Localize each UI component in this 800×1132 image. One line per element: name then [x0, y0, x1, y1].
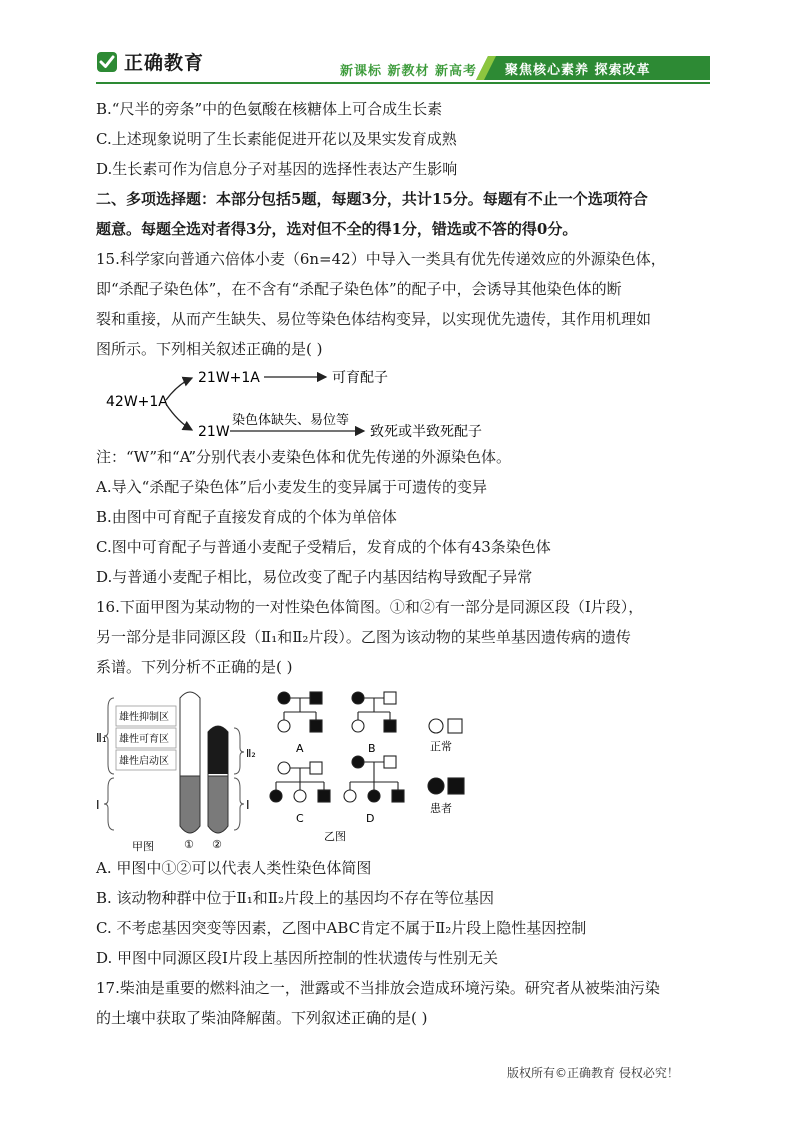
- bottom-gamete: 21W: [198, 424, 230, 440]
- option-line: C.上述现象说明了生长素能促进开花以及果实发育成熟: [96, 130, 457, 148]
- brand-name: 正确教育: [124, 52, 205, 74]
- ped-label-d: D: [366, 812, 375, 825]
- slogan-right: 聚焦核心素养 探索改革: [505, 63, 651, 78]
- document-body: [96, 94, 716, 1033]
- ped-label-a: A: [296, 742, 304, 755]
- label-i-right: Ⅰ: [246, 798, 250, 812]
- figure-svg: [96, 688, 716, 853]
- jia-figure: [96, 692, 256, 853]
- pedigree-b: [352, 692, 396, 732]
- gamete-flow-svg: [96, 366, 716, 442]
- question-stem: 裂和重接，从而产生缺失、易位等染色体结构变异，以实现优先遗传，其作用机理如: [96, 310, 652, 328]
- region-start: 雄性启动区: [119, 756, 169, 767]
- bottom-label: 染色体缺失、易位等: [232, 413, 350, 428]
- pedigree-d: [344, 756, 404, 802]
- ped-label-b: B: [368, 742, 376, 755]
- question-stem: 图所示。下列相关叙述正确的是( ): [96, 340, 323, 358]
- legend-normal: 正常: [430, 740, 452, 753]
- brand-logo: [96, 48, 204, 75]
- section-heading: 题意。每题全选对者得3分，选对但不全的得1分，错选或不答的得0分。: [96, 220, 578, 238]
- copyright-footer: 版权所有©正确教育 侵权必究！: [507, 1066, 679, 1080]
- branch-arrow-top: [166, 378, 192, 400]
- label-i-left: Ⅰ: [96, 798, 100, 812]
- pedigree-c: [270, 762, 330, 802]
- option-line: B.“尺半的旁条”中的色氨酸在核糖体上可合成生长素: [96, 100, 443, 118]
- header-divider: [96, 82, 710, 84]
- option-d: D.与普通小麦配子相比，易位改变了配子内基因结构导致配子异常: [96, 568, 533, 586]
- label-ii2: Ⅱ₂: [246, 747, 256, 760]
- option-b: B.由图中可育配子直接发育成的个体为单倍体: [96, 508, 397, 526]
- yi-label: 乙图: [324, 830, 346, 843]
- top-gamete: 21W+1A: [198, 370, 260, 386]
- slogan-left: 新课标 新教材 新高考: [340, 64, 478, 79]
- legend-patient: 患者: [430, 802, 452, 815]
- region-fertile: 雄性可育区: [119, 734, 169, 745]
- region-suppress: 雄性抑制区: [119, 712, 169, 723]
- section-heading: 二、多项选择题：本部分包括5题，每题3分，共计15分。每题有不止一个选项符合: [96, 190, 648, 208]
- pedigree-legend: [428, 719, 464, 794]
- question-stem: 的土壤中获取了柴油降解菌。下列叙述正确的是( ): [96, 1009, 428, 1027]
- question-stem: 系谱。下列分析不正确的是( ): [96, 658, 293, 676]
- note: 注：“W”和“A”分别代表小麦染色体和优先传递的外源染色体。: [96, 448, 512, 466]
- jia-label: 甲图: [132, 840, 154, 853]
- question-stem: 15.科学家向普通六倍体小麦（6n=42）中导入一类具有优先传递效应的外源染色体，: [96, 250, 666, 268]
- question-stem: 16.下面甲图为某动物的一对性染色体简图。①和②有一部分是同源区段（Ⅰ片段），: [96, 598, 644, 616]
- branch-arrow-bottom: [166, 404, 192, 430]
- pedigree-a: [278, 692, 322, 732]
- diagram-start: 42W+1A: [106, 394, 168, 410]
- checkmark-logo-icon: [96, 51, 118, 73]
- label-ii1: Ⅱ₁: [96, 731, 107, 745]
- chromosome-pedigree-figure: [96, 688, 716, 853]
- option-a: A.导入“杀配子染色体”后小麦发生的变异属于可遗传的变异: [96, 478, 487, 496]
- ped-label-c: C: [296, 812, 304, 825]
- question-stem: 17.柴油是重要的燃料油之一，泄露或不当排放会造成环境污染。研究者从被柴油污染: [96, 979, 660, 997]
- chrom-2-label: ②: [212, 838, 222, 851]
- option-c: C. 不考虑基因突变等因素，乙图中ABC肯定不属于Ⅱ₂片段上隐性基因控制: [96, 919, 587, 937]
- question-stem: 另一部分是非同源区段（Ⅱ₁和Ⅱ₂片段）。乙图为该动物的某些单基因遗传病的遗传: [96, 628, 631, 646]
- gamete-diagram: [96, 366, 716, 442]
- bottom-result: 致死或半致死配子: [370, 424, 482, 440]
- option-b: B. 该动物种群中位于Ⅱ₁和Ⅱ₂片段上的基因均不存在等位基因: [96, 889, 494, 907]
- option-line: D.生长素可作为信息分子对基因的选择性表达产生影响: [96, 160, 458, 178]
- chrom-1-label: ①: [184, 838, 194, 851]
- page-header: [0, 0, 800, 90]
- option-a: A. 甲图中①②可以代表人类性染色体简图: [96, 859, 372, 877]
- option-c: C.图中可育配子与普通小麦配子受精后，发育成的个体有43条染色体: [96, 538, 551, 556]
- option-d: D. 甲图中同源区段Ⅰ片段上基因所控制的性状遗传与性别无关: [96, 949, 498, 967]
- top-result: 可育配子: [332, 370, 388, 386]
- question-stem: 即“杀配子染色体”，在不含有“杀配子染色体”的配子中，会诱导其他染色体的断: [96, 280, 622, 298]
